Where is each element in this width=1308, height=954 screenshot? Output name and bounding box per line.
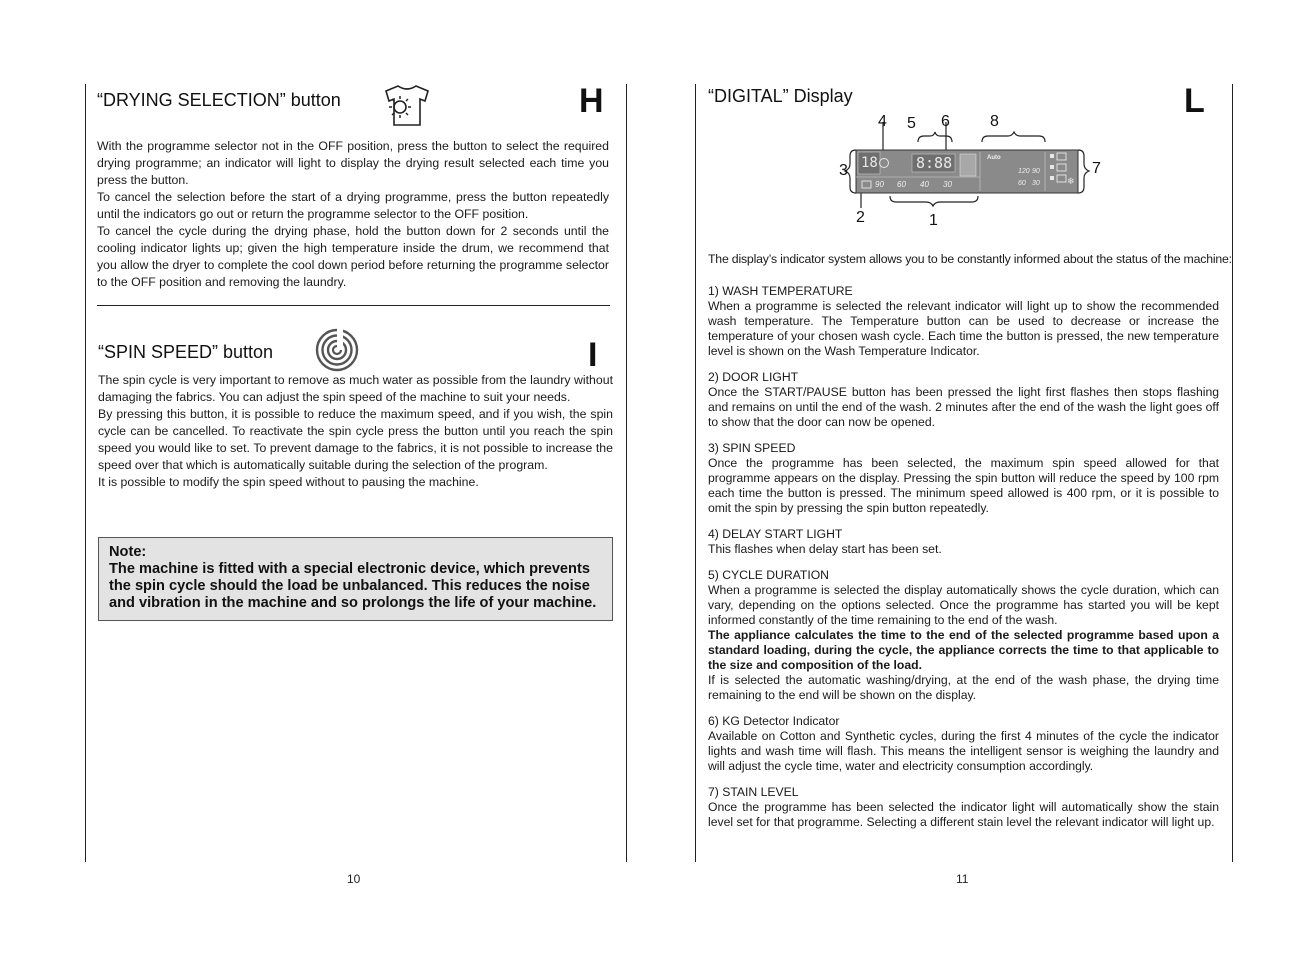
spin-text [98,372,613,491]
temp-label: 90 [875,180,884,189]
auto-label: Auto [987,155,1001,161]
display-diagram [834,110,1104,230]
section-title: 5) CYCLE DURATION [708,568,829,582]
callout-6: 6 [941,113,950,130]
spin-spiral-icon [314,327,360,373]
spin-title: “SPIN SPEED” button [98,342,274,362]
stain-label: 30 [1032,180,1040,187]
drying-text [97,138,609,291]
section-title: 6) KG Detector Indicator [708,714,840,728]
section-divider [97,305,610,306]
section-delay-start [708,527,1219,557]
callout-8: 8 [990,113,999,130]
right-margin-line [1232,84,1233,862]
stain-label: 90 [1032,168,1040,175]
temp-label: 30 [943,180,952,189]
note-text: The machine is fitted with a special electronic device, which prevents the spin cycle should the load be unbalanced. This reduces the noise and vibration in the machine and so prolongs the life of your machine. [109,561,597,611]
drying-title: “DRYING SELECTION” button [97,90,341,110]
section-title: 2) DOOR LIGHT [708,370,799,384]
section-door-light [708,370,1219,430]
callout-5: 5 [907,115,916,132]
callout-3: 3 [839,162,848,179]
drying-paragraph: With the programme selector not in the OFF position, press the button to select the required drying programme; an indicator will light to display the drying result selected each time you press the button. [97,139,609,187]
section-body-after: If is selected the automatic washing/drying, at the end of the wash phase, the drying time remaining to the end will be shown on the display. [708,673,1219,702]
drying-paragraph: To cancel the selection before the start of a drying programme, press the button repeatedly until the indicators go out or return the programme selector to the OFF position. [97,190,609,221]
right-page-left-line [695,84,696,862]
stain-label: 60 [1018,180,1026,187]
page-number: 11 [956,872,969,886]
svg-text:❄: ❄ [1067,176,1075,186]
section-kg-detector [708,714,1219,774]
cycle-duration-digits: 8:88 [916,154,953,172]
drying-shirt-sun-icon [380,83,434,127]
section-body: Once the START/PAUSE button has been pressed the light first flashes then stops flashing and remains on until the end of the wash. 2 minutes after the end of the wash the light goes off to show that the door can now be opened. [708,385,1219,429]
section-title: 3) SPIN SPEED [708,441,796,455]
section-title: 4) DELAY START LIGHT [708,527,843,541]
callout-4: 4 [878,113,887,130]
note-heading: Note: [109,544,147,560]
section-body: When a programme is selected the relevant indicator will light up to show the recommended wash temperature. The Temperature button can be used to decrease or increase the temperature of your chosen wash cycle. Each time the button is pressed, the new temperature level is shown on the Wash Temperature Indicator. [708,299,1219,358]
callout-1: 1 [929,212,938,229]
section-letter-i: I [588,336,598,374]
section-stain-level [708,785,1219,830]
section-cycle-duration [708,568,1219,703]
display-intro: The display’s indicator system allows you to be constantly informed about the status of the machine: [708,252,1232,266]
callout-7: 7 [1092,160,1101,177]
section-body: Once the programme has been selected the indicator light will automatically show the stain level set for that programme. Selecting a different stain level the relevant indicator will light up. [708,800,1219,829]
temp-label: 40 [920,180,929,189]
digital-title: “DIGITAL” Display [708,86,853,106]
section-bold-note: The appliance calculates the time to the end of the selected programme based upon a standard loading, during the cycle, the appliance corrects the time to that applicable to the size and composition of the load. [708,628,1219,672]
section-wash-temperature [708,284,1219,359]
section-body: Once the programme has been selected, the maximum spin speed allowed for that programme appears on the display. Pressing the spin button will reduce the speed by 100 rpm each time the button is pressed. The minimum speed allowed is 400 rpm, or it is possible to omit the spin by pressing the spin button repeatedly. [708,456,1219,515]
section-letter-l: L [1184,82,1205,120]
section-title: 7) STAIN LEVEL [708,785,799,799]
section-body: This flashes when delay start has been set. [708,542,942,556]
left-margin-line [85,84,86,862]
section-body: Available on Cotton and Synthetic cycles, during the first 4 minutes of the cycle the indicator lights and wash time will flash. This means the intelligent sensor is weighing the laundry and will adjust the cycle time, water and electricity consumption accordingly. [708,729,1219,773]
drying-paragraph: To cancel the cycle during the drying phase, hold the button down for 2 seconds until the cooling indicator lights up; given the high temperature inside the drum, we recommend that you allow the dryer to complete the cool down period before returning the programme selector to the OFF position and removing the laundry. [97,224,609,289]
section-title: 1) WASH TEMPERATURE [708,284,853,298]
display-sections [708,284,1219,841]
spin-paragraph: By pressing this button, it is possible to reduce the maximum speed, and if you wish, the spin cycle can be cancelled. To reactivate the spin cycle press the button until you reach the spin speed you would like to set. To prevent damage to the fabrics, it is not possible to increase the speed over that which is automatically suitable during the selection of the program. [98,407,613,472]
page-number: 10 [347,872,361,886]
note-box [98,537,613,621]
section-spin-speed [708,441,1219,516]
spin-paragraph: It is possible to modify the spin speed without to pausing the machine. [98,475,479,489]
right-page [654,0,1308,954]
section-letter-h: H [579,82,604,120]
spin-paragraph: The spin cycle is very important to remove as much water as possible from the laundry without damaging the fabrics. You can adjust the spin speed of the machine to suit your needs. [98,373,613,404]
stain-label: 120 [1018,168,1030,175]
left-page-right-line [626,84,627,862]
spin-speed-digits: 18 [861,155,878,171]
callout-2: 2 [856,209,865,226]
section-body: When a programme is selected the display automatically shows the cycle duration, which can vary, depending on the options selected. Once the programme has started you will be kept informed constantly of the time remaining to the end of the wash. [708,583,1219,627]
temp-label: 60 [897,180,906,189]
